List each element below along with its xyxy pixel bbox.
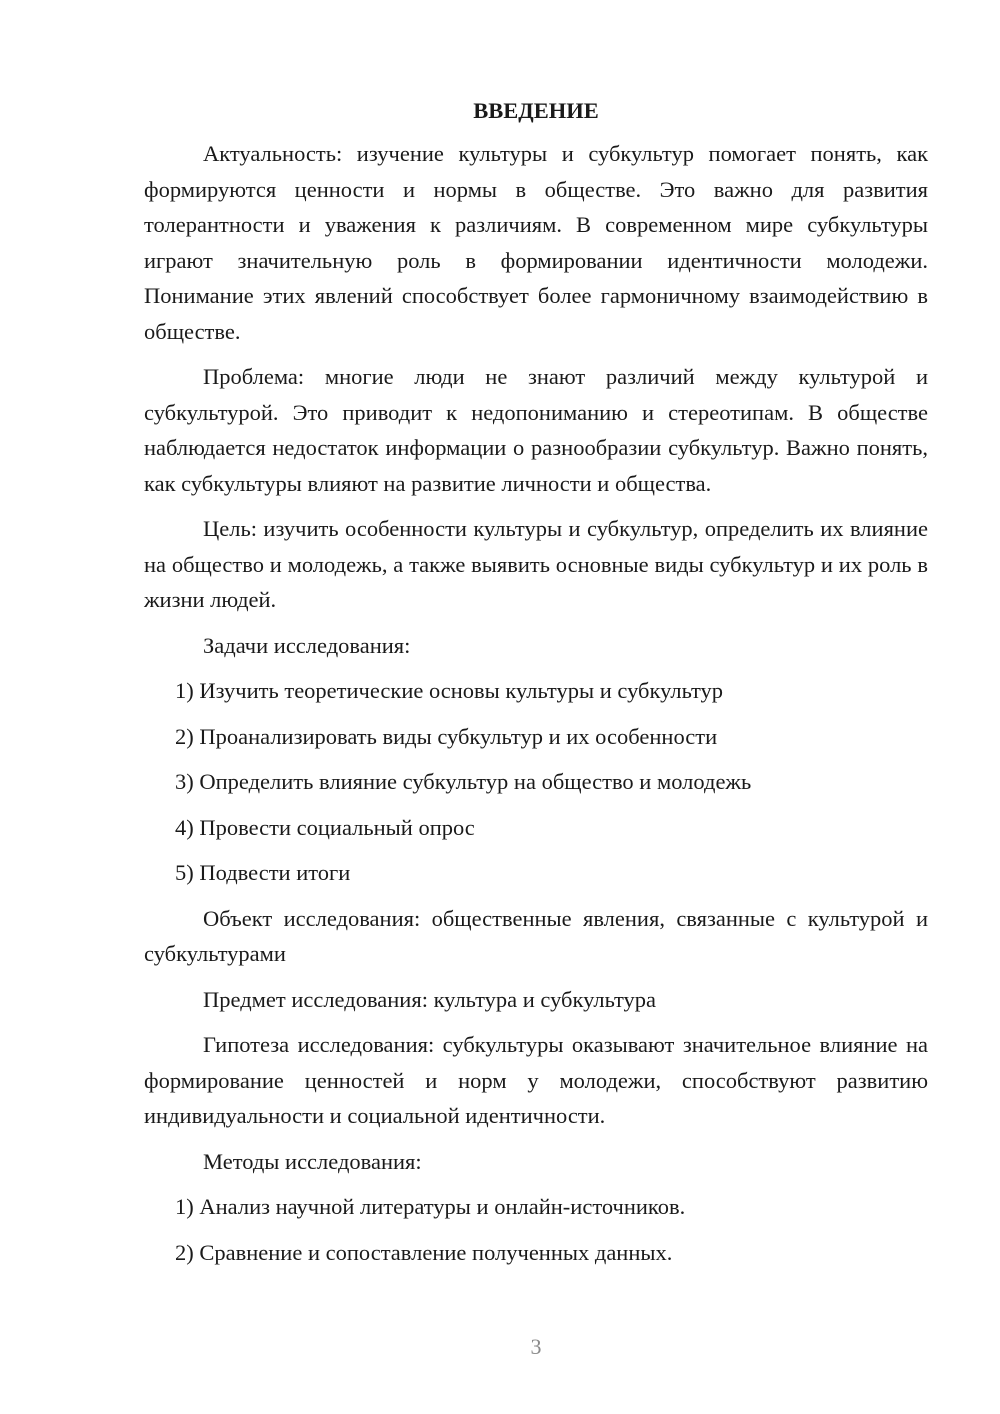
list-item: 1) Анализ научной литературы и онлайн-источников.	[175, 1194, 686, 1219]
section-heading: ВВЕДЕНИЕ	[473, 98, 599, 123]
methods-label: Методы исследования:	[203, 1148, 422, 1174]
list-item: 5) Подвести итоги	[175, 860, 351, 885]
problem-paragraph: Проблема: многие люди не знают различий между культурой и субкультурой. Это приводит к недопониманию и стереотипам. В обществе наблюдается недостаток информации о разнообразии субкультур. Важно понять, как субкультуры влияют на развитие личности и общества.	[144, 364, 928, 496]
goal-paragraph: Цель: изучить особенности культуры и субкультур, определить их влияние на общество и молодежь, а также выявить основные виды субкультур и их роль в жизни людей.	[144, 516, 928, 612]
list-item: 1) Изучить теоретические основы культуры и субкультур	[175, 678, 724, 703]
list-item: 4) Провести социальный опрос	[175, 814, 475, 840]
tasks-label: Задачи исследования:	[203, 632, 411, 658]
methods-list	[144, 1189, 928, 1270]
relevance-paragraph: Актуальность: изучение культуры и субкультур помогает понять, как формируются ценности и нормы в обществе. Это важно для развития толерантности и уважения к различиям. В современном мире субкультуры играют значительную роль в формировании идентичности молодежи. Понимание этих явлений способствует более гармоничному взаимодействию в обществе.	[144, 141, 928, 344]
subject-paragraph: Предмет исследования: культура и субкультура	[203, 986, 657, 1012]
list-item: 2) Проанализировать виды субкультур и их особенности	[175, 723, 718, 749]
page-number: 3	[530, 1334, 542, 1359]
tasks-list	[144, 673, 928, 891]
list-item: 2) Сравнение и сопоставление полученных данных.	[175, 1239, 673, 1265]
list-item: 3) Определить влияние субкультур на общество и молодежь	[175, 769, 752, 794]
hypothesis-paragraph: Гипотеза исследования: субкультуры оказывают значительное влияние на формирование ценностей и норм у молодежи, способствуют развитию индивидуальности и социальной идентичности.	[144, 1032, 928, 1128]
object-paragraph: Объект исследования: общественные явления, связанные с культурой и субкультурами	[144, 905, 928, 966]
page-body	[144, 94, 928, 1280]
